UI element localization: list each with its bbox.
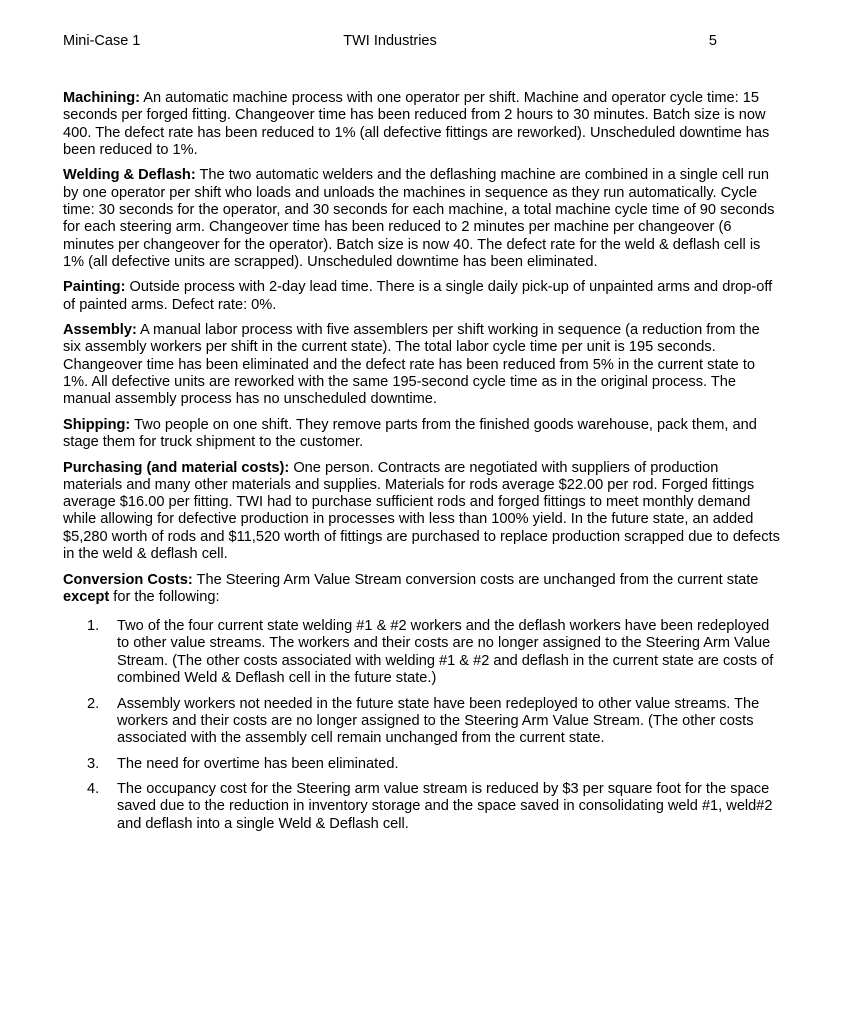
list-item-text: The need for overtime has been eliminated. (117, 755, 399, 772)
section-conversion-costs (63, 572, 781, 607)
section-text: One person. Contracts are negotiated with suppliers of production materials and many other materials and supplies. Materials for rods average $22.00 per rod. Forged fittings average $16.00 per fitting. TWI had to purchase sufficient rods and forged fittings to meet monthly demand while allowing for defective production in processes with less than 100% yield. In the future state, an added $5,280 worth of rods and $11,520 worth of fittings are purchased to replace production scrapped due to defects in the weld & deflash cell. (63, 459, 780, 563)
section-assembly (63, 322, 781, 408)
section-shipping (63, 417, 781, 452)
section-text: for the following: (109, 588, 220, 605)
section-text: The Steering Arm Value Stream conversion costs are unchanged from the current state (192, 571, 759, 588)
section-text: A manual labor process with five assemblers per shift working in sequence (a reduction from the six assembly workers per shift in the current state). The total labor cycle time per unit is 195 seconds. Changeover time has been eliminated and the defect rate has been reduced from 5% in the current state to 1%. All defective units are reworked with the same 195-second cycle time as in the original process. The manual assembly process has no unscheduled downtime. (63, 322, 760, 408)
section-purchasing (63, 460, 781, 564)
list-item-text: Two of the four current state welding #1 & #2 workers and the deflash workers have been redeployed to other value streams. The workers and their costs are no longer assigned to the Steering Arm Value Stream. (The other costs associated with welding #1 & #2 and deflash in the current state are costs of combined Weld & Deflash cell in the future state.) (117, 618, 774, 687)
section-label: Shipping: (63, 416, 131, 433)
section-text: Outside process with 2-day lead time. There is a single daily pick-up of unpainted arms and drop-off of painted arms. Defect rate: 0%. (63, 279, 773, 313)
header-page-number: 5 (708, 33, 717, 49)
section-machining (63, 90, 781, 159)
document-body (63, 90, 781, 841)
section-label: Welding & Deflash: (63, 167, 196, 184)
list-item-text: The occupancy cost for the Steering arm value stream is reduced by $3 per square foot for the space saved due to the reduction in inventory storage and the space saved in consolidating weld #1, weld#2 and deflash into a single Weld & Deflash cell. (117, 781, 773, 832)
list-item-number: 2. (87, 695, 100, 712)
list-item (63, 756, 781, 773)
section-label: Purchasing (and material costs): (63, 459, 290, 476)
list-item (63, 781, 781, 833)
section-label: Conversion Costs: (63, 571, 193, 588)
header-case-title: Mini-Case 1 (63, 33, 141, 49)
header-company-name: TWI Industries (343, 33, 437, 49)
list-item-number: 1. (87, 618, 100, 635)
section-label: Painting: (63, 279, 126, 296)
section-text: An automatic machine process with one operator per shift. Machine and operator cycle time: 15 seconds per forged fitting. Changeover time has been reduced from 2 hours to 30 minutes. Batch size is now 400. The defect rate has been reduced to 1% (all defective fittings are reworked). Unscheduled downtime has been reduced to 1%. (63, 90, 770, 158)
section-text: The two automatic welders and the deflashing machine are combined in a single cell run by one operator per shift who loads and unloads the machines in sequence as they run automatically. Cycle time: 30 seconds for the operator, and 30 seconds for each machine, a total machine cycle time of 90 seconds for each steering arm. Changeover time has been reduced to 2 minutes per machine per changeover (6 minutes per changeover for the operator). Batch size is now 40. The defect rate for the weld & deflash cell is 1% (all defective units are scrapped). Unscheduled downtime has been eliminated. (63, 167, 775, 270)
section-emphasis: except (63, 588, 110, 605)
section-text: Two people on one shift. They remove parts from the finished goods warehouse, pack them, and stage them for truck shipment to the customer. (63, 416, 757, 451)
list-item-number: 3. (87, 755, 100, 772)
list-item-text: Assembly workers not needed in the future state have been redeployed to other value streams. The workers and their costs are no longer assigned to the Steering Arm Value Stream. (The other costs associated with the assembly cell remain unchanged from the current state. (117, 695, 760, 747)
section-label: Assembly: (63, 322, 137, 339)
page-header (63, 33, 717, 53)
section-welding-deflash (63, 167, 781, 271)
conversion-exceptions-list (63, 618, 781, 833)
list-item-number: 4. (87, 781, 100, 798)
section-painting (63, 279, 781, 314)
list-item (63, 696, 781, 748)
list-item (63, 618, 781, 687)
section-label: Machining: (63, 90, 141, 106)
